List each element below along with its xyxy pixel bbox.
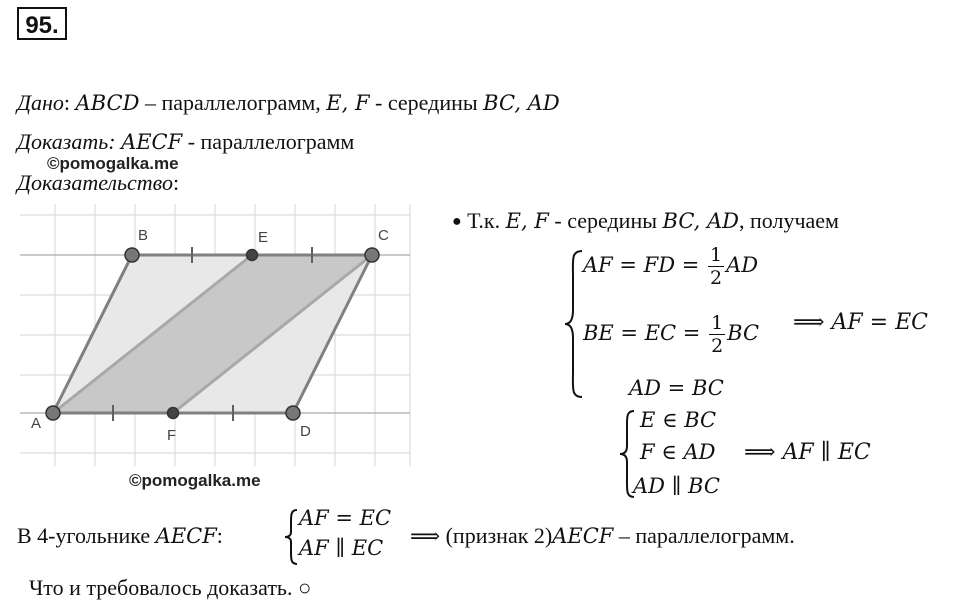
system1-row2-left: BE = EC = (583, 321, 708, 345)
conclusion-figure-2: AECF (552, 524, 614, 548)
label-c: C (378, 227, 389, 244)
conclusion-row2: AF ∥ EC (299, 536, 384, 560)
conclusion-result-line (410, 523, 795, 549)
proof-label: Доказательство (17, 170, 173, 195)
conclusion-prefix-line (17, 523, 223, 549)
label-f: F (167, 427, 177, 444)
conclusion-colon: : (216, 523, 223, 548)
system1-row1 (583, 244, 758, 289)
conclusion-sign: (признак 2) (440, 523, 553, 548)
prove-figure: AECF (121, 130, 183, 154)
system1-row2 (583, 312, 759, 357)
parallelogram-figure (16, 200, 416, 470)
point-e (247, 250, 258, 261)
given-label: Дано (17, 90, 64, 115)
point-b (125, 248, 139, 262)
watermark-bottom: ©pomogalka.me (129, 471, 261, 490)
fraction-denominator-1: 2 (710, 267, 723, 289)
brace-conclusion (283, 508, 299, 566)
bullet-text2: - середины (548, 208, 663, 233)
point-a (46, 406, 60, 420)
system1-result: ⟹ AF = EC (793, 310, 928, 335)
point-f (168, 408, 179, 419)
given-segments: BC, AD (483, 91, 560, 115)
system1-row1-left: AF = FD = (583, 253, 707, 277)
system1-row3: AD = BC (629, 376, 724, 400)
conclusion-prefix: В 4-угольнике (17, 523, 156, 548)
given-figure: ABCD (75, 91, 140, 115)
bullet-points: E, F (505, 209, 549, 233)
bullet-text3: , получаем (739, 208, 839, 233)
watermark-top: ©pomogalka.me (47, 154, 179, 173)
conclusion-rest: – параллелограмм. (613, 523, 795, 548)
problem-number: 95. (17, 7, 67, 40)
fraction-denominator-2: 2 (711, 335, 724, 357)
given-colon: : (63, 90, 71, 115)
system2-row1: E ∈ BC (640, 408, 717, 432)
given-mid: - середины (369, 90, 484, 115)
label-b: B (138, 227, 149, 244)
fraction-half-2 (709, 312, 725, 357)
proof-colon: : (172, 170, 180, 195)
conclusion-figure: AECF (155, 524, 217, 548)
given-points: E, F (326, 91, 370, 115)
prove-line (17, 129, 354, 155)
system2-result: ⟹ AF ∥ EC (744, 440, 871, 465)
label-e: E (258, 229, 269, 246)
point-d (286, 406, 300, 420)
conclusion-row1: AF = EC (299, 506, 392, 530)
bullet-segments: BC, AD (662, 209, 739, 233)
fraction-numerator-1: 1 (710, 244, 723, 266)
bullet-text1: Т.к. (461, 208, 506, 233)
bullet-line (452, 208, 839, 234)
label-a: A (31, 415, 42, 432)
bullet-mark: ● (452, 213, 462, 230)
proof-line (17, 170, 179, 196)
system1-row1-right: AD (726, 253, 759, 277)
system2-row2: F ∈ AD (640, 440, 716, 464)
prove-label: Доказать: (17, 129, 116, 154)
system1-row2-right: BC (727, 321, 760, 345)
given-dash: – параллелограмм, (139, 90, 327, 115)
label-d: D (300, 423, 311, 440)
fraction-numerator-2: 1 (711, 312, 724, 334)
system2-row3: AD ∥ BC (633, 474, 720, 498)
given-line (17, 90, 560, 116)
prove-rest: - параллелограмм (182, 129, 355, 154)
fraction-half-1 (708, 244, 724, 289)
qed-line: Что и требовалось доказать. ○ (29, 575, 312, 600)
point-c (365, 248, 379, 262)
conclusion-arrow: ⟹ (410, 524, 441, 548)
